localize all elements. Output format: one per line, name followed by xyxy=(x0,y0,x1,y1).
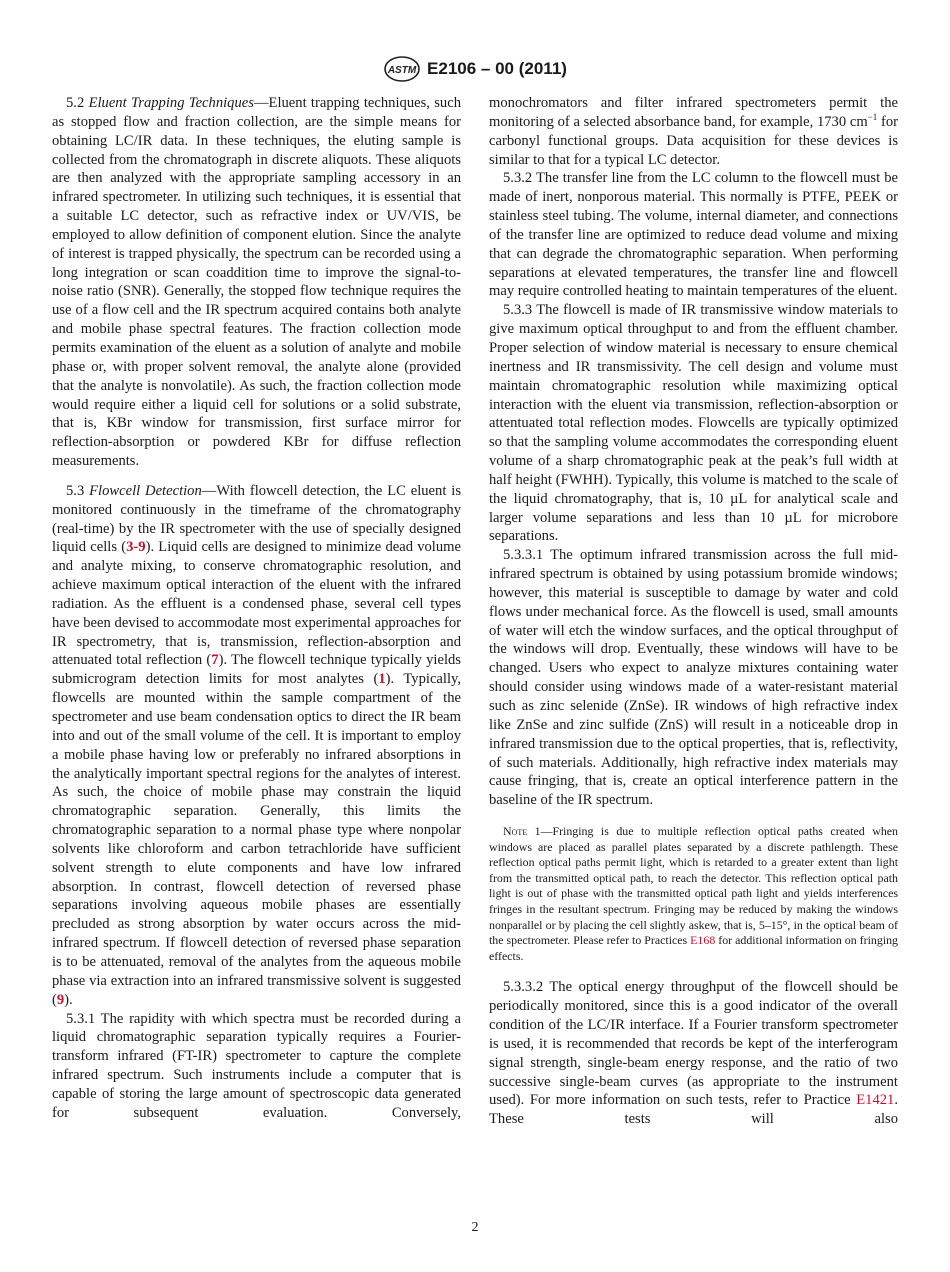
text-segment: for additional information on fringing effects. xyxy=(489,933,898,963)
astm-logo-icon xyxy=(383,56,421,82)
text-segment: . These tests will also xyxy=(489,1092,898,1128)
paragraph xyxy=(489,169,898,301)
section-heading: Flowcell Detection xyxy=(89,482,202,499)
text-segment: 5.3.1 The rapidity with which spectra must be recorded during a liquid chromatographic separation typically requires a Fourier-transform infrared (FT-IR) spectrometer to capture the complete infrared spectrum. Such instruments include a computer that is capable of storing the large amount of spectroscopic data generated for subsequent evaluation. Conversely, xyxy=(52,1010,461,1121)
text-segment: for carbonyl functional groups. Data acquisition for these devices is similar to that for a typical LC detector. xyxy=(489,113,898,168)
document-designation: E2106 – 00 (2011) xyxy=(427,59,567,78)
text-segment: Note xyxy=(503,824,528,839)
text-segment: 1—Fringing is due to multiple reflection optical paths created when windows are placed as parallel plates separated by a discrete pathlength. These reflection optical paths permit light, which is retarded to a greater extent than light from the transmitted optical path, to reach the detector. This reflection optical path light is out of phase with the transmitted optical path light and yields interferences fringes in the resultant spectrum. Fringing may be reduced by making the windows nonparallel or by placing the cell slightly askew, that is, 5–15°, in the optical beam of the spectrometer. Please refer to Practices xyxy=(489,824,898,948)
text-segment: 5.3.3.2 The optical energy throughput of the flowcell should be periodically monitored, since this is a good indicator of the overall condition of the LC/IR interface. If a Fourier transform spectrometer is used, it is recommended that records be kept of the interferogram signal strength, single-beam energy response, and the ratio of two successive single-beam curves (as appropriate to the instrument used). For more information on such tests, refer to Practice xyxy=(489,979,898,1109)
section-heading: Eluent Trapping Techniques xyxy=(88,95,254,111)
page-header xyxy=(0,56,950,82)
citation-link[interactable]: 3-9 xyxy=(126,539,146,556)
text-segment: ). Liquid cells are designed to minimize dead volume and analyte mixing, to conserve chromatographic resolution, and achieve maximum optical interaction of the eluent with the infrared radiation. As the effluent is a condensed phase, several cell types have been devised to accommodate most experimental approaches for IR spectrometry, that is, transmission, reflection-absorption and attenuated total reflection ( xyxy=(52,539,461,669)
citation-link[interactable]: 1 xyxy=(378,671,386,688)
text-segment: ). xyxy=(64,991,73,1008)
page-number: 2 xyxy=(471,1220,479,1235)
paragraph xyxy=(489,546,898,810)
text-segment: ). The flowcell technique typically yields submicrogram detection limits for most analytes ( xyxy=(52,652,461,688)
text-segment: monochromators and filter infrared spectrometers permit the monitoring of a selected absorbance band, for example, 1730 cm xyxy=(489,95,898,130)
text-segment: —Eluent trapping techniques, such as stopped flow and fraction collection, are the simple means for obtaining LC/IR data. In these techniques, the eluting sample is collected from the chromatograph in discrete aliquots. These aliquots are then analyzed with the appropriate sampling accessory in an infrared spectrometer. In utilizing such techniques, it is essential that a suitable LC detector, such as refractive index or UV/VIS, be employed to allow definition of component elution. Since the analyte of interest is trapped physically, the spectrum can be recorded using a long integration or scan coaddition time to improve the signal-to-noise ratio (SNR). Generally, the stopped flow technique requires the use of a flow cell and the IR spectrum acquired contains both analyte and mobile phase spectral features. The fraction collection mode permits examination of the eluent as a solution of analyte and mobile phase or, with proper solvent removal, the analyte alone (provided that the analyte is nonvolatile). As such, the fraction collection mode would require either a liquid cell for solutions or a solid substrate, that is, KBr window for transmission, first surface mirror for reflection-absorption or powdered KBr for diffuse reflection measurements. xyxy=(52,95,461,470)
paragraph xyxy=(489,978,898,1129)
text-segment: 5.3 xyxy=(66,482,90,499)
paragraph xyxy=(52,94,461,471)
svg-text:ASTM: ASTM xyxy=(387,65,417,76)
text-segment: −1 xyxy=(867,111,878,122)
text-segment: 5.2 xyxy=(66,95,89,111)
note-paragraph xyxy=(489,824,898,964)
text-segment: 5.3.3.1 The optimum infrared transmission across the full mid-infrared spectrum is obtained by using potassium bromide windows; however, this material is susceptible to damage by water and cold flows under mechanical force. As the flowcell is used, small amounts of water will etch the window surfaces, and the optical throughput of the windows will drop. Eventually, these windows will have to be changed. Users who expect to analyze mixtures containing water should consider using windows made of a water-resistant material such as zinc selenide (ZnSe). IR windows of high refractive index like ZnSe and zinc sulfide (ZnS) will result in a noticeable drop in infrared transmission due to the optical properties, that is, reflectivity, of such materials. Additionally, high refractive index materials may cause fringing, that is, create an optical interference pattern in the baseline of the IR spectrum. xyxy=(489,547,898,809)
paragraph xyxy=(52,1010,461,1123)
text-segment: 5.3.2 The transfer line from the LC column to the flowcell must be made of inert, nonporous material. This normally is PTFE, PEEK or stainless steel tubing. The volume, internal diameter, and connections of the transfer line are optimized to reduce dead volume and mixing that can degrade the chromatographic separation. When performing separations at elevated temperatures, the transfer line and flowcell may require controlled heating to maintain temperatures of the eluent. xyxy=(489,170,898,300)
left-column xyxy=(52,94,461,1123)
text-segment: ). Typically, flowcells are mounted within the sample compartment of the spectrometer and use beam condensation optics to direct the IR beam into and out of the small volume of the cell. It is important to employ a mobile phase having low or preferably no infrared absorptions in the analytically important spectral regions for the analytes of interest. As such, the choice of mobile phase may constrain the liquid chromatographic separation. Generally, this limits the chromatographic separation to a normal phase type where nonpolar solvents like chloroform and carbon tetrachloride have sufficient solvent strength to elute components and have low infrared absorption. In contrast, flowcell detection of reversed phase separations involving aqueous mobile phases are essentially precluded as strong absorption by water occurs across the mid-infrared spectrum. If flowcell detection of reversed phase separation is to be attenuated, removal of the analytes from the aqueous mobile phase via extraction into an infrared transmissive solvent is suggested ( xyxy=(52,671,462,1008)
standard-reference-link[interactable]: E1421 xyxy=(856,1092,895,1109)
paragraph xyxy=(489,94,898,169)
paragraph xyxy=(489,301,898,546)
citation-link[interactable]: 7 xyxy=(211,652,219,669)
paragraph xyxy=(52,482,461,1010)
standard-reference-link[interactable]: E168 xyxy=(690,933,716,948)
citation-link[interactable]: 9 xyxy=(56,991,65,1008)
text-segment: —With flowcell detection, the LC eluent is monitored continuously in the timeframe of the chromatography (real-time) by the IR spectrometer with the use of specially designed liquid cells ( xyxy=(52,482,461,556)
text-segment: 5.3.3 The flowcell is made of IR transmissive window materials to give maximum optical throughput to and from the effluent chamber. Proper selection of window material is necessary to ensure chemical inertness and IR transmissivity. The cell design and volume must maintain chromatographic resolution while maximizing optical interaction with the eluent via transmission, reflection-absorption or attentuated total reflection modes. Flowcells are typically optimized so that the sampling volume accommodates the corresponding eluent volume of a sharp chromatographic peak at the peak’s full width at half height (FWHH). Typically, this volume is matched to the scale of the liquid chromatography, that is, 10 µL for analytical scale and larger volume separations and less than 10 µL for microbore separations. xyxy=(489,302,898,545)
right-column xyxy=(489,94,898,1129)
